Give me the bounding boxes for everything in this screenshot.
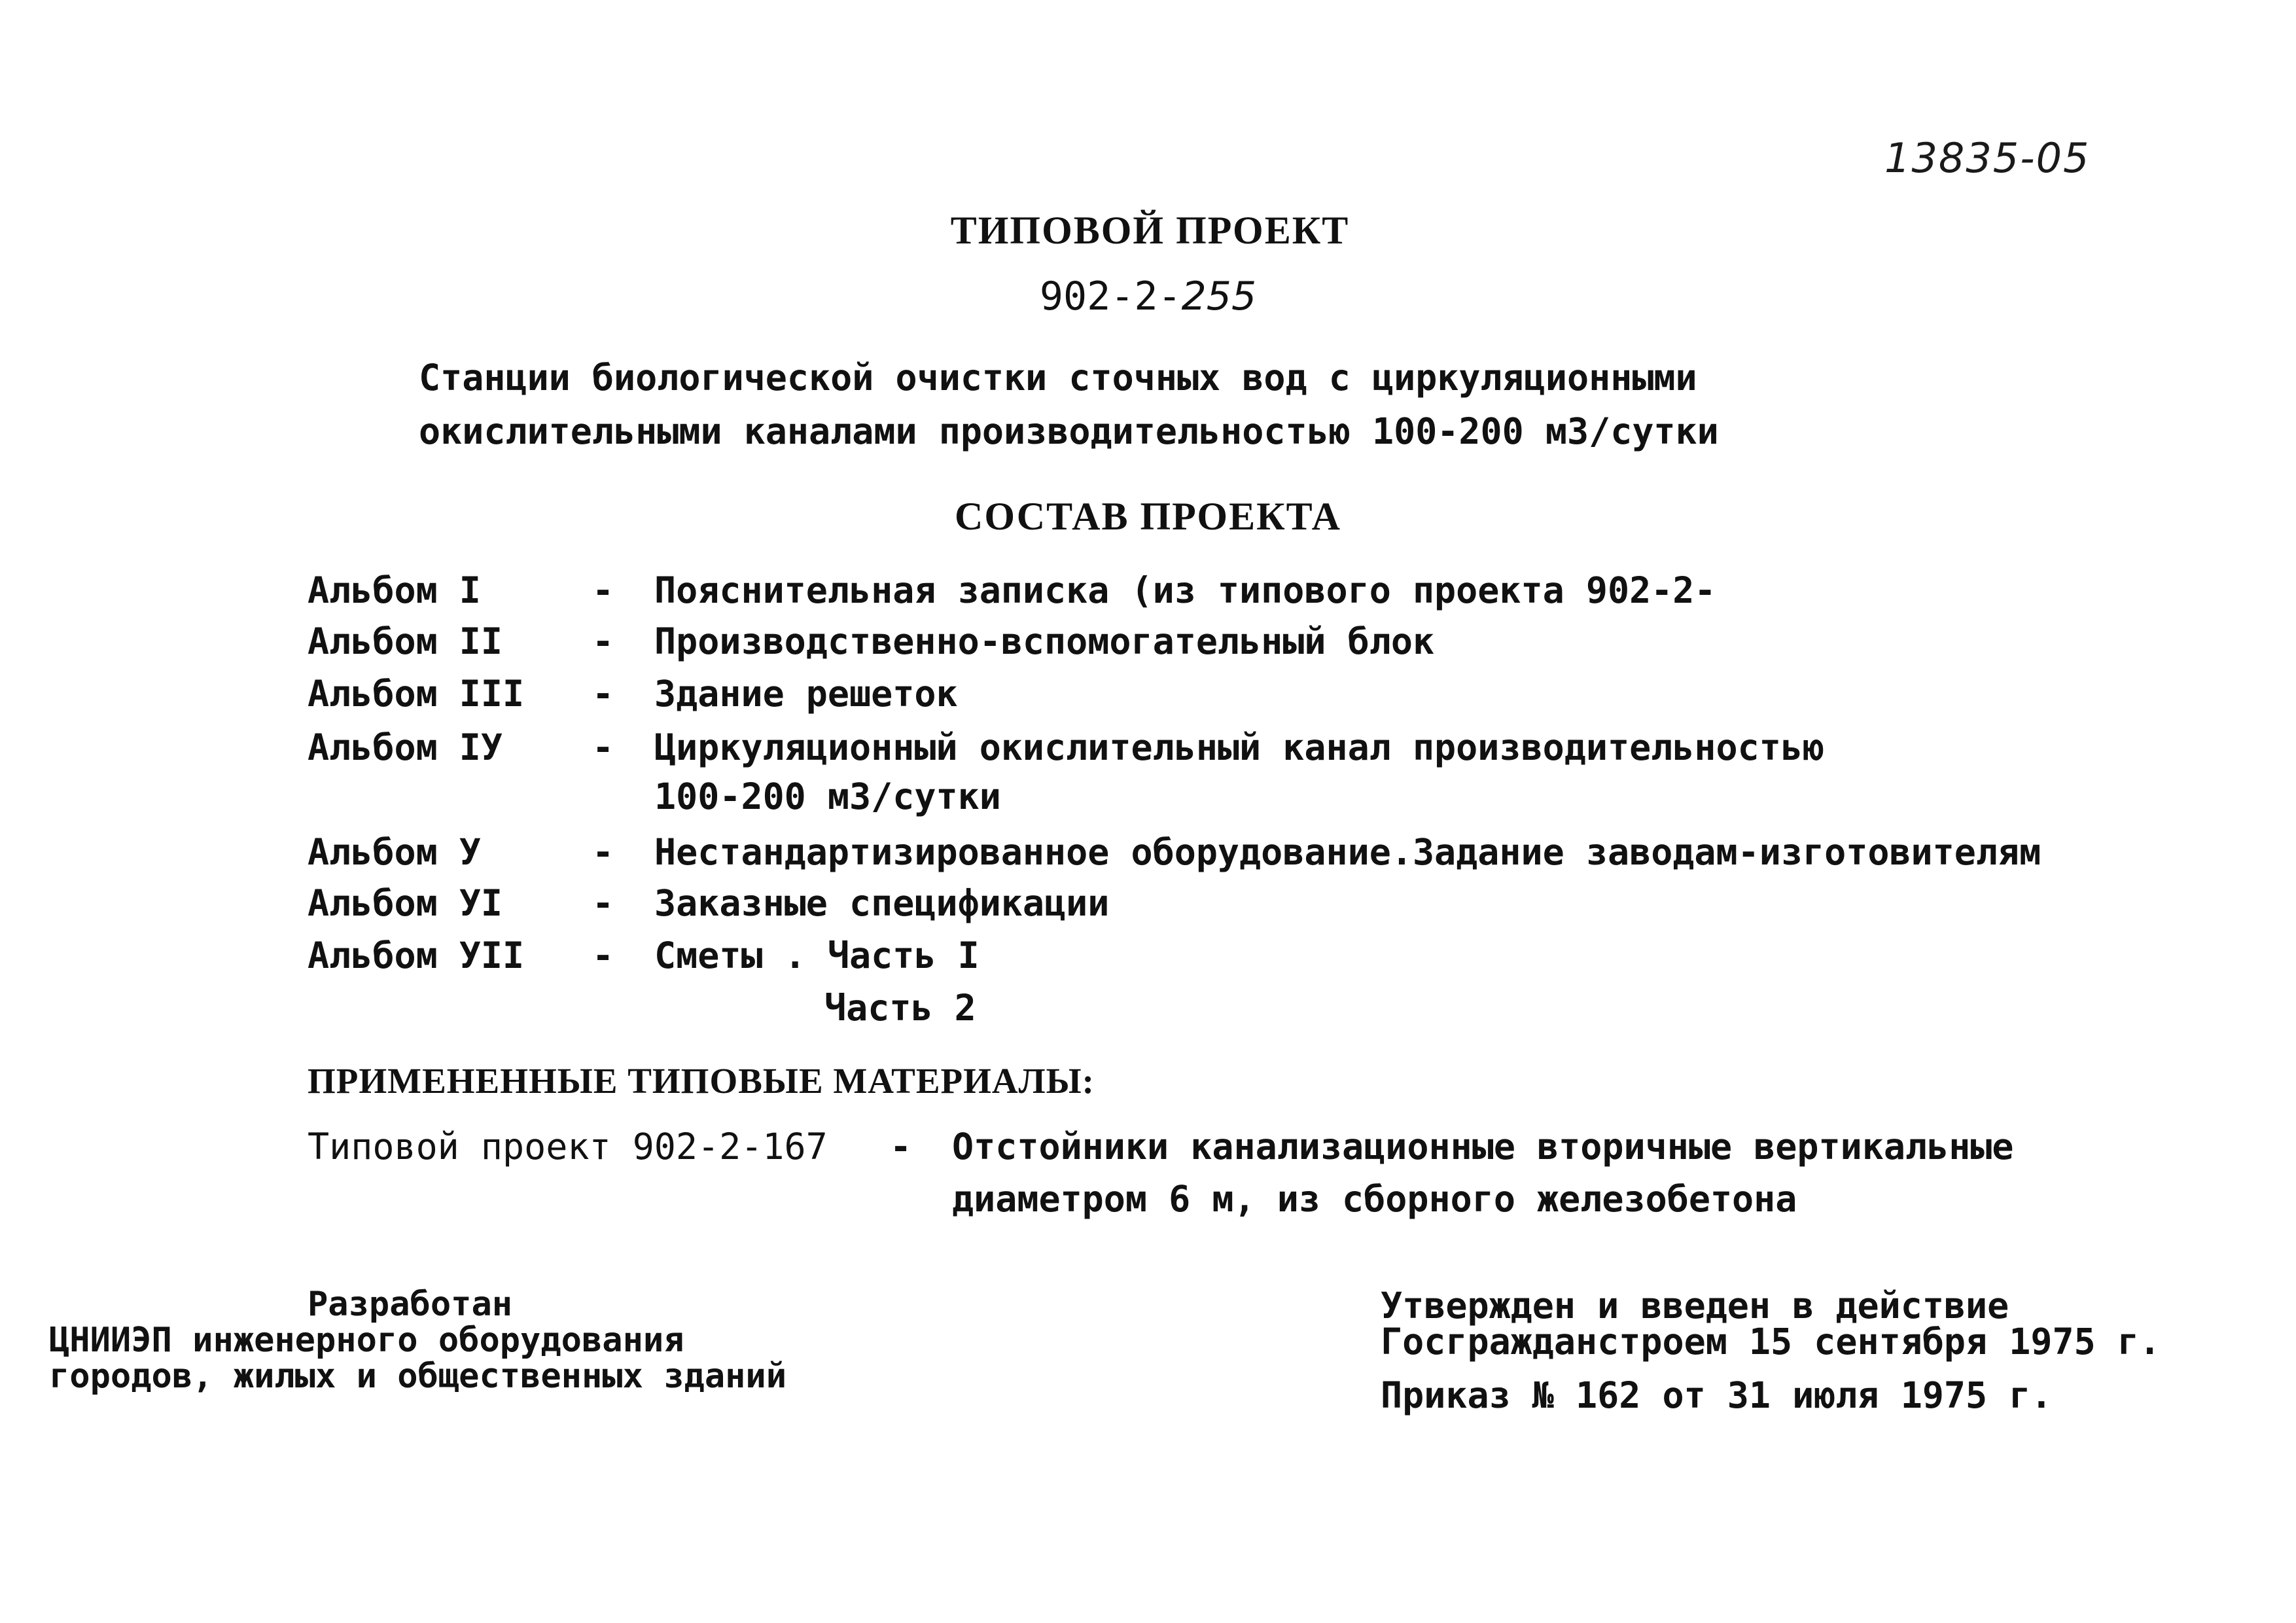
developed-by-org-line-2: городов, жилых и общественных зданий [49, 1357, 787, 1396]
album-label: Альбом У [308, 831, 481, 873]
album-description-continuation: Часть 2 [824, 987, 976, 1029]
approval-order: Приказ № 162 от 31 июля 1975 г. [1381, 1374, 2053, 1416]
applied-material-description-line-2: диаметром 6 м, из сборного железобетона [952, 1178, 1797, 1220]
developed-by-org-line-1: ЦНИИЭП инженерного оборудования [49, 1321, 684, 1360]
album-dash: - [592, 620, 614, 662]
album-description: Нестандартизированное оборудование.Задание заводам-изготовителям [654, 831, 2041, 873]
album-description: Здание решеток [654, 673, 958, 715]
album-dash: - [592, 935, 614, 976]
project-description-line-2: окислительными каналами производительностью 100-200 м3/сутки [419, 410, 1719, 452]
album-label: Альбом УI [308, 882, 503, 924]
archive-stamp-number: 13835-05 [1884, 134, 2091, 182]
album-label: Альбом II [308, 620, 503, 662]
section-title-composition: СОСТАВ ПРОЕКТА [955, 495, 1341, 538]
album-dash: - [592, 673, 614, 715]
album-description: Циркуляционный окислительный канал производительностью [654, 726, 1825, 768]
album-label: Альбом УII [308, 935, 525, 976]
developed-by-heading: Разработан [308, 1285, 513, 1324]
approval-line-1: Утвержден и введен в действие [1381, 1285, 2009, 1327]
approval-line-2: Госгражданстроем 15 сентября 1975 г. [1381, 1321, 2161, 1363]
album-label: Альбом IУ [308, 726, 503, 768]
album-label: Альбом I [308, 569, 481, 611]
album-description-continuation: 100-200 м3/сутки [654, 776, 1001, 817]
applied-material-dash: - [890, 1126, 912, 1168]
project-number-printed: 902-2- [1039, 274, 1182, 319]
album-dash: - [592, 569, 614, 611]
album-dash: - [592, 726, 614, 768]
project-description-line-1: Станции биологической очистки сточных вод с циркуляционными [419, 357, 1697, 399]
applied-materials-title: ПРИМЕНЕННЫЕ ТИПОВЫЕ МАТЕРИАЛЫ: [308, 1061, 1095, 1101]
album-description: Пояснительная записка (из типового проекта 902-2- [654, 569, 1716, 611]
album-description: Заказные спецификации [654, 882, 1110, 924]
album-dash: - [592, 882, 614, 924]
album-label: Альбом III [308, 673, 525, 715]
project-number [0, 274, 2296, 319]
album-dash: - [592, 831, 614, 873]
album-description: Сметы . Часть I [654, 935, 980, 976]
project-number-handwritten: 255 [1181, 274, 1257, 319]
document-title: ТИПОВОЙ ПРОЕКТ [950, 209, 1350, 252]
applied-material-description-line-1: Отстойники канализационные вторичные вертикальные [952, 1126, 2014, 1168]
album-description: Производственно-вспомогательный блок [654, 620, 1435, 662]
applied-material-label: Типовой проект 902-2-167 [308, 1126, 828, 1168]
